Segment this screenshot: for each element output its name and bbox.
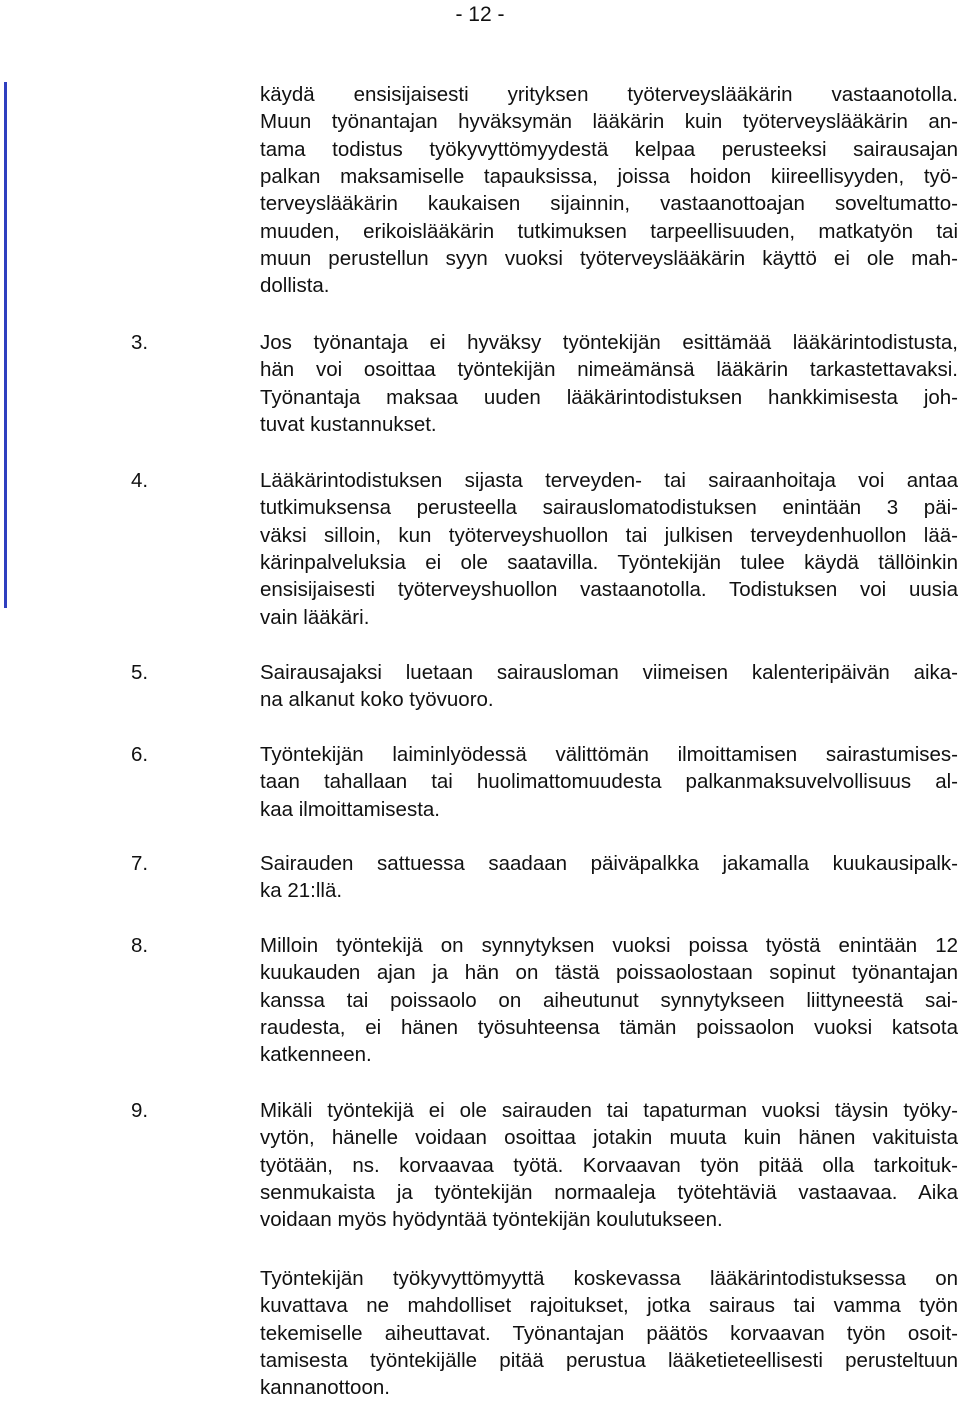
paragraph-line: tutkimuksensa perusteella sairauslomatodistuksen enintään 3 päi- [260, 496, 958, 520]
paragraph-line: Sairausajaksi luetaan sairausloman viimeisen kalenteripäivän aika- [260, 661, 958, 684]
paragraph-line: dollista. [260, 274, 330, 298]
paragraph-line: raudesta, ei hänen työsuhteensa tämän poissaolon vuoksi katsota [260, 1015, 958, 1039]
paragraph-line: kärinpalveluksia ei ole saatavilla. Työntekijän tulee käydä tällöinkin [260, 550, 958, 574]
paragraph-number: 6. [131, 743, 149, 766]
paragraph-line: na alkanut koko työvuoro. [260, 688, 494, 712]
paragraph-line: katkenneen. [260, 1043, 372, 1067]
paragraph-line: muuden, erikoislääkärin tutkimuksen tarpeellisuuden, matkatyön tai [260, 219, 958, 243]
paragraph-line: Sairauden sattuessa saadaan päiväpalkka jakamalla kuukausipalk- [260, 852, 958, 875]
paragraph-line: hän voi osoittaa työntekijän nimeämänsä lääkärin tarkastettavaksi. [260, 358, 958, 382]
paragraph-line: kuvattava ne mahdolliset rajoitukset, jotka sairaus tai vamma työn [260, 1294, 958, 1318]
paragraph-line: Mikäli työntekijä ei ole sairauden tai tapaturman vuoksi täysin työky- [260, 1099, 958, 1122]
paragraph-line: Jos työnantaja ei hyväksy työntekijän esittämää lääkärintodistusta, [260, 331, 958, 354]
paragraph-line: ensisijaisesti työterveyshuollon vastaanotolla. Todistuksen voi uusia [260, 578, 958, 602]
paragraph-line: Työntekijän laiminlyödessä välittömän ilmoittamisen sairastumises- [260, 743, 958, 766]
paragraph-line: kuukauden ajan ja hän on tästä poissaolostaan sopinut työnantajan [260, 961, 958, 985]
paragraph-line: Muun työnantajan hyväksymän lääkärin kuin työterveyslääkärin an- [260, 110, 958, 134]
paragraph-line: Työnantaja maksaa uuden lääkärintodistuksen hankkimisesta joh- [260, 385, 958, 409]
paragraph-line: Milloin työntekijä on synnytyksen vuoksi poissa työstä enintään 12 [260, 934, 958, 957]
paragraph-line: väksi silloin, kun työterveyshuollon tai julkisen terveydenhuollon lää- [260, 523, 958, 547]
paragraph-line: tama todistus työkyvyttömyydestä kelpaa perusteeksi sairausajan [260, 137, 958, 161]
paragraph-line: voidaan myös hyödyntää työntekijän koulutukseen. [260, 1208, 723, 1232]
paragraph-line: kannanottoon. [260, 1376, 390, 1400]
paragraph-line: tuvat kustannukset. [260, 412, 437, 436]
paragraph-line: kaa ilmoittamisesta. [260, 797, 441, 821]
paragraph-number: 5. [131, 661, 149, 684]
paragraph-number: 9. [131, 1099, 149, 1122]
paragraph-number: 8. [131, 934, 149, 957]
paragraph-line: muun perustellun syyn vuoksi työterveyslääkärin käyttö ei ole mah- [260, 246, 958, 270]
paragraph-number: 3. [131, 331, 149, 354]
paragraph-line: Lääkärintodistuksen sijasta terveyden- tai sairaanhoitaja voi antaa [260, 469, 958, 492]
paragraph-line: palkan maksamiselle tapauksissa, joissa hoidon kiireellisyyden, työ- [260, 164, 958, 188]
page-number: - 12 - [455, 3, 505, 26]
paragraph-number: 4. [131, 469, 149, 492]
paragraph-line: ka 21:llä. [260, 879, 343, 903]
paragraph-number: 7. [131, 852, 149, 875]
paragraph-line: tekemiselle aiheuttavat. Työnantajan päätös korvaavan työn osoit- [260, 1321, 958, 1345]
paragraph-line: taan tahallaan tai huolimattomuudesta palkanmaksuvelvollisuus al- [260, 770, 958, 794]
paragraph-line: käydä ensisijaisesti yrityksen työterveyslääkärin vastaanotolla. [260, 83, 958, 106]
paragraph-line: Työntekijän työkyvyttömyyttä koskevassa lääkärintodistuksessa on [260, 1267, 958, 1290]
paragraph-line: tamisesta työntekijälle pitää perustua lääketieteellisesti perusteltuun [260, 1348, 958, 1372]
revision-change-bar [4, 82, 7, 608]
paragraph-line: kanssa tai poissaolo on aiheutunut synnytykseen liittyneestä sai- [260, 988, 958, 1012]
paragraph-line: vytön, hänelle voidaan osoittaa jotakin muuta kuin hänen vakituista [260, 1126, 958, 1150]
paragraph-line: senmukaista ja työntekijän normaaleja työtehtäviä vastaavaa. Aika [260, 1180, 958, 1204]
paragraph-line: terveyslääkärin kaukaisen sijainnin, vastaanottoajan soveltumatto- [260, 192, 958, 216]
paragraph-line: vain lääkäri. [260, 605, 370, 629]
paragraph-line: työtään, ns. korvaavaa työtä. Korvaavan työn pitää olla tarkoituk- [260, 1153, 958, 1177]
